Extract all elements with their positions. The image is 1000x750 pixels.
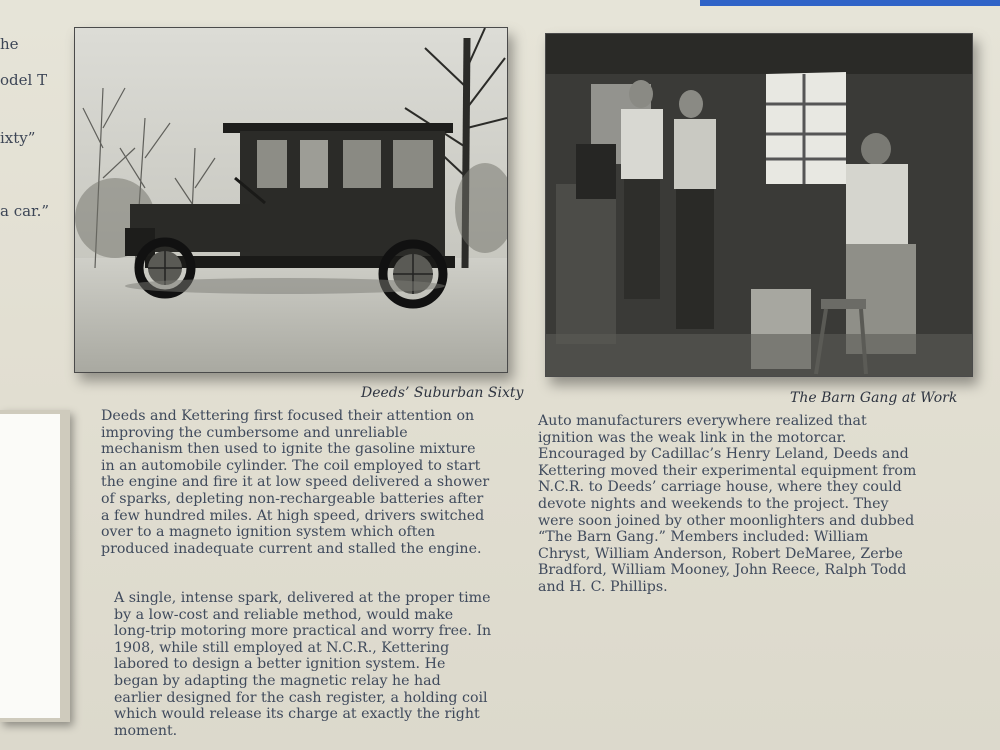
- adjacent-panel-surface: [0, 414, 60, 718]
- left-column-paragraph-2: A single, intense spark, delivered at the proper time by a low-cost and reliable method, would make long-trip motoring more practical and worry free. In 1908, while still employed at N.C.R., Kettering labored to design a better ignition system. He began by adapting the magnetic relay he had earlier designed for the cash register, a holding coil which would release its charge at exactly the right moment.: [114, 590, 492, 739]
- adjacent-panel: [0, 410, 70, 722]
- top-accent-bar: [700, 0, 1000, 6]
- edge-fragment-3: ixty”: [0, 129, 36, 147]
- car-photo-illustration: [75, 28, 507, 372]
- edge-fragment-1: he: [0, 35, 19, 53]
- right-column-paragraph-1: Auto manufacturers everywhere realized that ignition was the weak link in the motorcar. Encouraged by Cadillac’s Henry Leland, Deeds and Kettering moved their experimental equipment from N.C.R. to Deeds’ carriage house, where they could devote nights and weekends to the project. They were soon joined by other moonlighters and dubbed “The Barn Gang.” Members included: William Chryst, William Anderson, Robert DeMaree, Zerbe Bradford, William Mooney, John Reece, Ralph Todd and H. C. Phillips.: [538, 413, 917, 595]
- caption-barn-gang: The Barn Gang at Work: [790, 390, 958, 406]
- workshop-photo-illustration: [546, 34, 972, 376]
- caption-suburban-sixty: Deeds’ Suburban Sixty: [361, 385, 524, 401]
- edge-fragment-2: odel T: [0, 71, 48, 89]
- edge-fragment-4: a car.”: [0, 202, 50, 220]
- workshop-window: [766, 72, 846, 184]
- left-column-paragraph-1: Deeds and Kettering first focused their attention on improving the cumbersome and unreliable mechanism then used to ignite the gasoline mixture in an automobile cylinder. The coil employed to start the engine and fire it at low speed delivered a shower of sparks, depleting non-rechargeable batteries after a few hundred miles. At high speed, drivers switched over to a magneto ignition system which often produced inadequate current and stalled the engine.: [101, 408, 490, 557]
- photo-barn-gang: [545, 33, 973, 377]
- photo-suburban-sixty: [74, 27, 508, 373]
